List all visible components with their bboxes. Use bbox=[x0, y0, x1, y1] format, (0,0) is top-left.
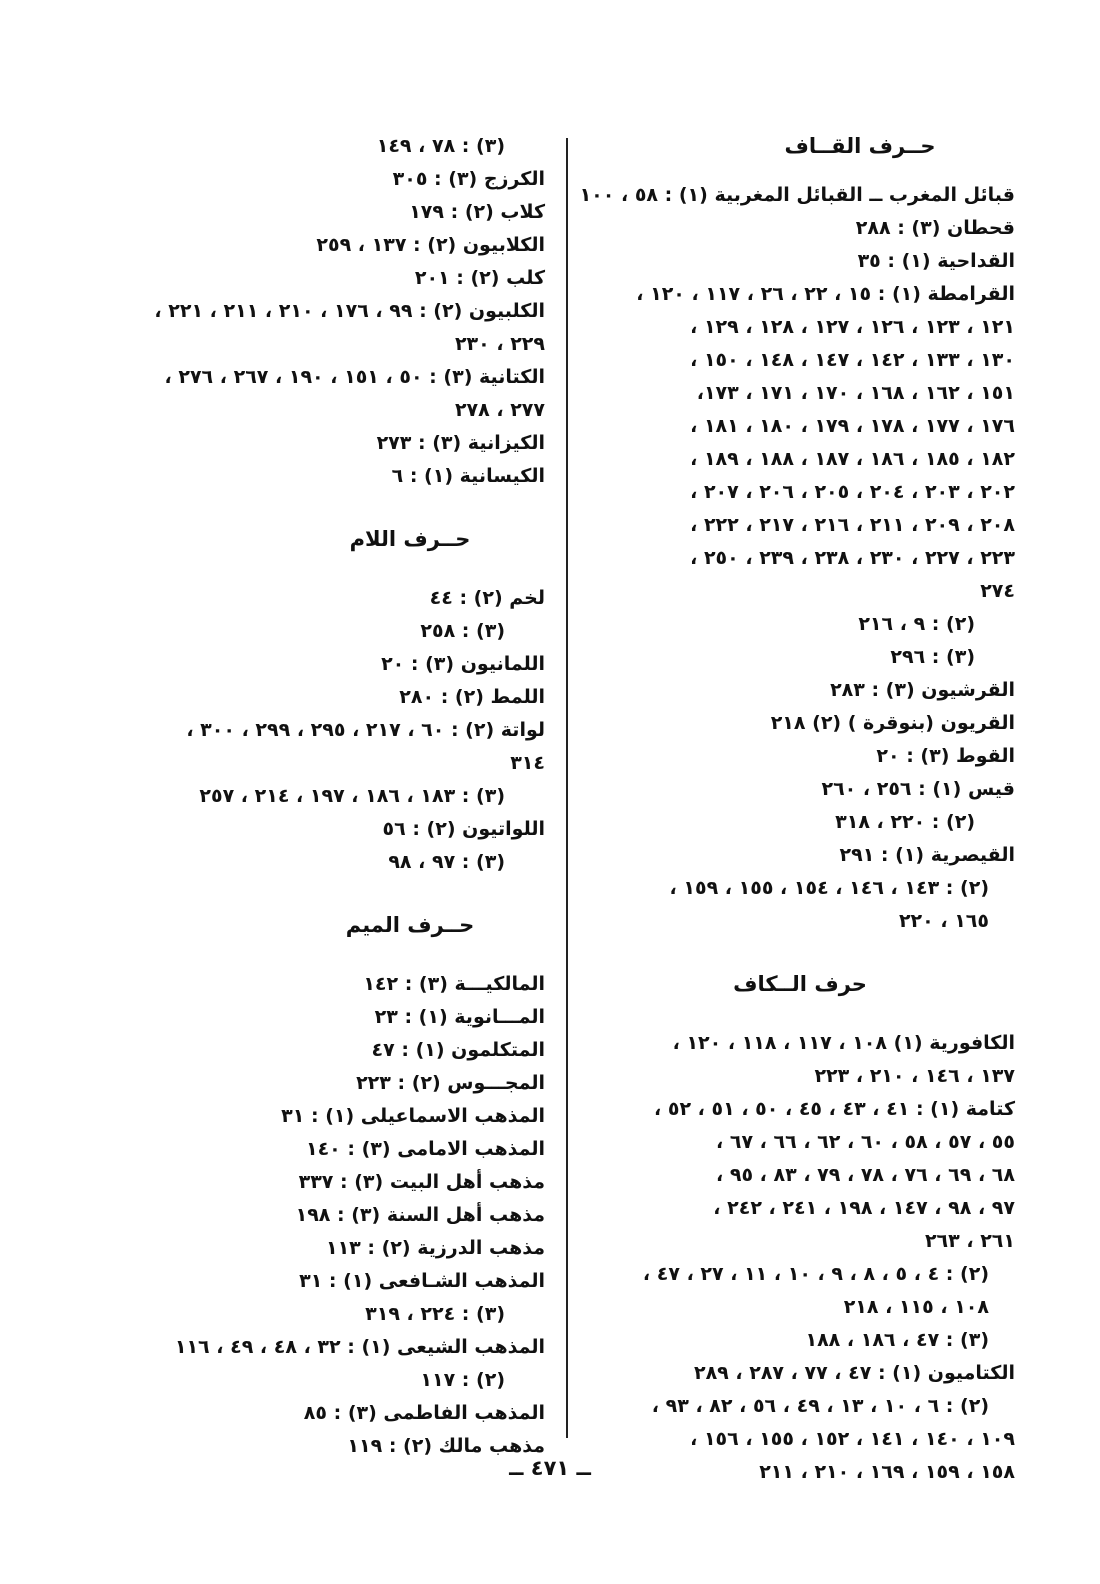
index-line: (٢) : ٩ ، ٢١٦ bbox=[858, 613, 975, 635]
index-line: لواتة (٢) : ٦٠ ، ٢١٧ ، ٢٩٥ ، ٢٩٩ ، ٣٠٠ ، bbox=[186, 719, 545, 741]
index-line: المذهب الشيعى (١) : ٣٢ ، ٤٨ ، ٤٩ ، ١١٦ bbox=[174, 1336, 545, 1358]
left-column bbox=[105, 130, 545, 1463]
index-line: المذهب الشـافعى (١) : ٣١ bbox=[299, 1270, 545, 1292]
index-line: (٣) : ٢٢٤ ، ٣١٩ bbox=[365, 1303, 505, 1325]
index-line: القداحية (١) : ٣٥ bbox=[857, 250, 1015, 272]
index-line: (٣) : ٢٥٨ bbox=[420, 620, 505, 642]
index-line: الكافورية (١) ١٠٨ ، ١١٧ ، ١١٨ ، ١٢٠ ، bbox=[672, 1032, 1015, 1054]
index-line: (٢) : ٦ ، ١٠ ، ١٣ ، ٤٩ ، ٥٦ ، ٨٢ ، ٩٣ ، bbox=[651, 1395, 989, 1417]
index-line: (٢) : ٢٢٠ ، ٣١٨ bbox=[835, 811, 975, 833]
index-line: (٢) : ١١٧ bbox=[420, 1369, 505, 1391]
index-line: (٢) : ١٤٣ ، ١٤٦ ، ١٥٤ ، ١٥٥ ، ١٥٩ ، bbox=[669, 877, 989, 899]
index-line: ٦٨ ، ٦٩ ، ٧٦ ، ٧٨ ، ٧٩ ، ٨٣ ، ٩٥ ، bbox=[716, 1164, 1015, 1186]
index-line: (٣) : ٧٨ ، ١٤٩ bbox=[376, 135, 505, 157]
index-line: الكيزانية (٣) : ٢٧٣ bbox=[376, 432, 545, 454]
heading-letter-qaf: حــرف القــاف bbox=[784, 134, 936, 158]
index-line: المالكيـــة (٣) : ١٤٢ bbox=[363, 973, 545, 995]
index-line: ١٢١ ، ١٢٣ ، ١٢٦ ، ١٢٧ ، ١٢٨ ، ١٢٩ ، bbox=[690, 316, 1015, 338]
index-line: القريون (بنوقرة ) (٢) ٢١٨ bbox=[770, 712, 1015, 734]
index-line: كلب (٢) : ٢٠١ bbox=[414, 267, 545, 289]
index-line: الكلبيون (٢) : ٩٩ ، ١٧٦ ، ٢١٠ ، ٢١١ ، ٢٢١ ، bbox=[154, 300, 545, 322]
index-line: ١٥٨ ، ١٥٩ ، ١٦٩ ، ٢١٠ ، ٢١١ bbox=[759, 1461, 1015, 1483]
index-line: مذهب أهل البيت (٣) : ٣٣٧ bbox=[298, 1171, 545, 1193]
index-line: اللواتيون (٢) : ٥٦ bbox=[382, 818, 545, 840]
index-line: (٣) : ٤٧ ، ١٨٦ ، ١٨٨ bbox=[805, 1329, 989, 1351]
heading-letter-mim: حــرف الميم bbox=[345, 913, 475, 937]
index-line: كلاب (٢) : ١٧٩ bbox=[409, 201, 545, 223]
index-line: الكتاميون (١) : ٤٧ ، ٧٧ ، ٢٨٧ ، ٢٨٩ bbox=[693, 1362, 1015, 1384]
index-line: اللمط (٢) : ٢٨٠ bbox=[399, 686, 545, 708]
index-line: ٢٢٩ ، ٢٣٠ bbox=[454, 333, 545, 355]
index-line: ١٣٧ ، ١٤٦ ، ٢١٠ ، ٢٢٣ bbox=[814, 1065, 1015, 1087]
index-line: ١٥١ ، ١٦٢ ، ١٦٨ ، ١٧٠ ، ١٧١ ، ١٧٣، bbox=[696, 382, 1015, 404]
index-line: ٢٧٤ bbox=[980, 580, 1015, 602]
index-line: المـــانوية (١) : ٢٣ bbox=[374, 1006, 545, 1028]
index-line: القوط (٣) : ٢٠ bbox=[876, 745, 1015, 767]
index-line: ١٧٦ ، ١٧٧ ، ١٧٨ ، ١٧٩ ، ١٨٠ ، ١٨١ ، bbox=[690, 415, 1015, 437]
index-line: ١٠٩ ، ١٤٠ ، ١٤١ ، ١٥٢ ، ١٥٥ ، ١٥٦ ، bbox=[690, 1428, 1015, 1450]
index-line: مذهب أهل السنة (٣) : ١٩٨ bbox=[295, 1204, 545, 1226]
index-line: (٢) : ٤ ، ٥ ، ٨ ، ٩ ، ١٠ ، ١١ ، ٢٧ ، ٤٧ ، bbox=[642, 1263, 989, 1285]
index-line: قحطان (٣) : ٢٨٨ bbox=[855, 217, 1015, 239]
column-divider bbox=[566, 138, 568, 1438]
index-line: اللمانيون (٣) : ٢٠ bbox=[381, 653, 545, 675]
index-line: ٢٠٨ ، ٢٠٩ ، ٢١١ ، ٢١٦ ، ٢١٧ ، ٢٢٢ ، bbox=[690, 514, 1015, 536]
index-line: مذهب مالك (٢) : ١١٩ bbox=[347, 1435, 545, 1457]
index-line: الكيسانية (١) : ٦ bbox=[391, 465, 545, 487]
index-line: القرامطة (١) : ١٥ ، ٢٢ ، ٢٦ ، ١١٧ ، ١٢٠ ، bbox=[636, 283, 1015, 305]
index-line: (٣) : ٢٩٦ bbox=[890, 646, 975, 668]
index-line: ١٦٥ ، ٢٢٠ bbox=[898, 910, 989, 932]
index-line: الكتانية (٣) : ٥٠ ، ١٥١ ، ١٩٠ ، ٢٦٧ ، ٢٧٦ ، bbox=[164, 366, 545, 388]
index-line: ١٠٨ ، ١١٥ ، ٢١٨ bbox=[843, 1296, 989, 1318]
index-line: المذهب الفاطمى (٣) : ٨٥ bbox=[303, 1402, 545, 1424]
index-line: ٢٦١ ، ٢٦٣ bbox=[924, 1230, 1015, 1252]
index-line: ٩٧ ، ٩٨ ، ١٤٧ ، ١٩٨ ، ٢٤١ ، ٢٤٢ ، bbox=[713, 1197, 1015, 1219]
index-line: القرشيون (٣) : ٢٨٣ bbox=[830, 679, 1015, 701]
index-line: الكرزج (٣) : ٣٠٥ bbox=[392, 168, 545, 190]
index-line: المذهب الامامى (٣) : ١٤٠ bbox=[305, 1138, 545, 1160]
heading-letter-kaf: حرف الــكاف bbox=[733, 972, 867, 996]
index-line: ٥٥ ، ٥٧ ، ٥٨ ، ٦٠ ، ٦٢ ، ٦٦ ، ٦٧ ، bbox=[716, 1131, 1015, 1153]
index-line: مذهب الدرزية (٢) : ١١٣ bbox=[325, 1237, 545, 1259]
index-line: القيصرية (١) : ٢٩١ bbox=[839, 844, 1015, 866]
index-line: (٣) : ٩٧ ، ٩٨ bbox=[388, 851, 505, 873]
heading-letter-lam: حــرف اللام bbox=[349, 527, 471, 551]
index-line: قيس (١) : ٢٥٦ ، ٢٦٠ bbox=[821, 778, 1015, 800]
right-column bbox=[579, 130, 1015, 1489]
index-line: الكلابيون (٢) : ١٣٧ ، ٢٥٩ bbox=[316, 234, 545, 256]
page-number: ــ ٤٧١ ــ bbox=[509, 1456, 591, 1480]
index-line: ١٣٠ ، ١٣٣ ، ١٤٢ ، ١٤٧ ، ١٤٨ ، ١٥٠ ، bbox=[690, 349, 1015, 371]
index-line: قبائل المغرب ــ القبائل المغربية (١) : ٥٨ ، ١٠٠ bbox=[579, 184, 1015, 206]
index-line: لخم (٢) : ٤٤ bbox=[429, 587, 545, 609]
index-line: المتكلمون (١) : ٤٧ bbox=[371, 1039, 545, 1061]
index-line: (٣) : ١٨٣ ، ١٨٦ ، ١٩٧ ، ٢١٤ ، ٢٥٧ bbox=[199, 785, 505, 807]
index-line: ٢٠٢ ، ٢٠٣ ، ٢٠٤ ، ٢٠٥ ، ٢٠٦ ، ٢٠٧ ، bbox=[690, 481, 1015, 503]
index-line: المجـــوس (٢) : ٢٢٣ bbox=[356, 1072, 545, 1094]
index-line: ٣١٤ bbox=[510, 752, 545, 774]
index-line: المذهب الاسماعيلى (١) : ٣١ bbox=[281, 1105, 545, 1127]
index-line: كتامة (١) : ٤١ ، ٤٣ ، ٤٥ ، ٥٠ ، ٥١ ، ٥٢ ، bbox=[654, 1098, 1015, 1120]
index-line: ١٨٢ ، ١٨٥ ، ١٨٦ ، ١٨٧ ، ١٨٨ ، ١٨٩ ، bbox=[690, 448, 1015, 470]
index-line: ٢٢٣ ، ٢٢٧ ، ٢٣٠ ، ٢٣٨ ، ٢٣٩ ، ٢٥٠ ، bbox=[690, 547, 1015, 569]
index-line: ٢٧٧ ، ٢٧٨ bbox=[454, 399, 545, 421]
